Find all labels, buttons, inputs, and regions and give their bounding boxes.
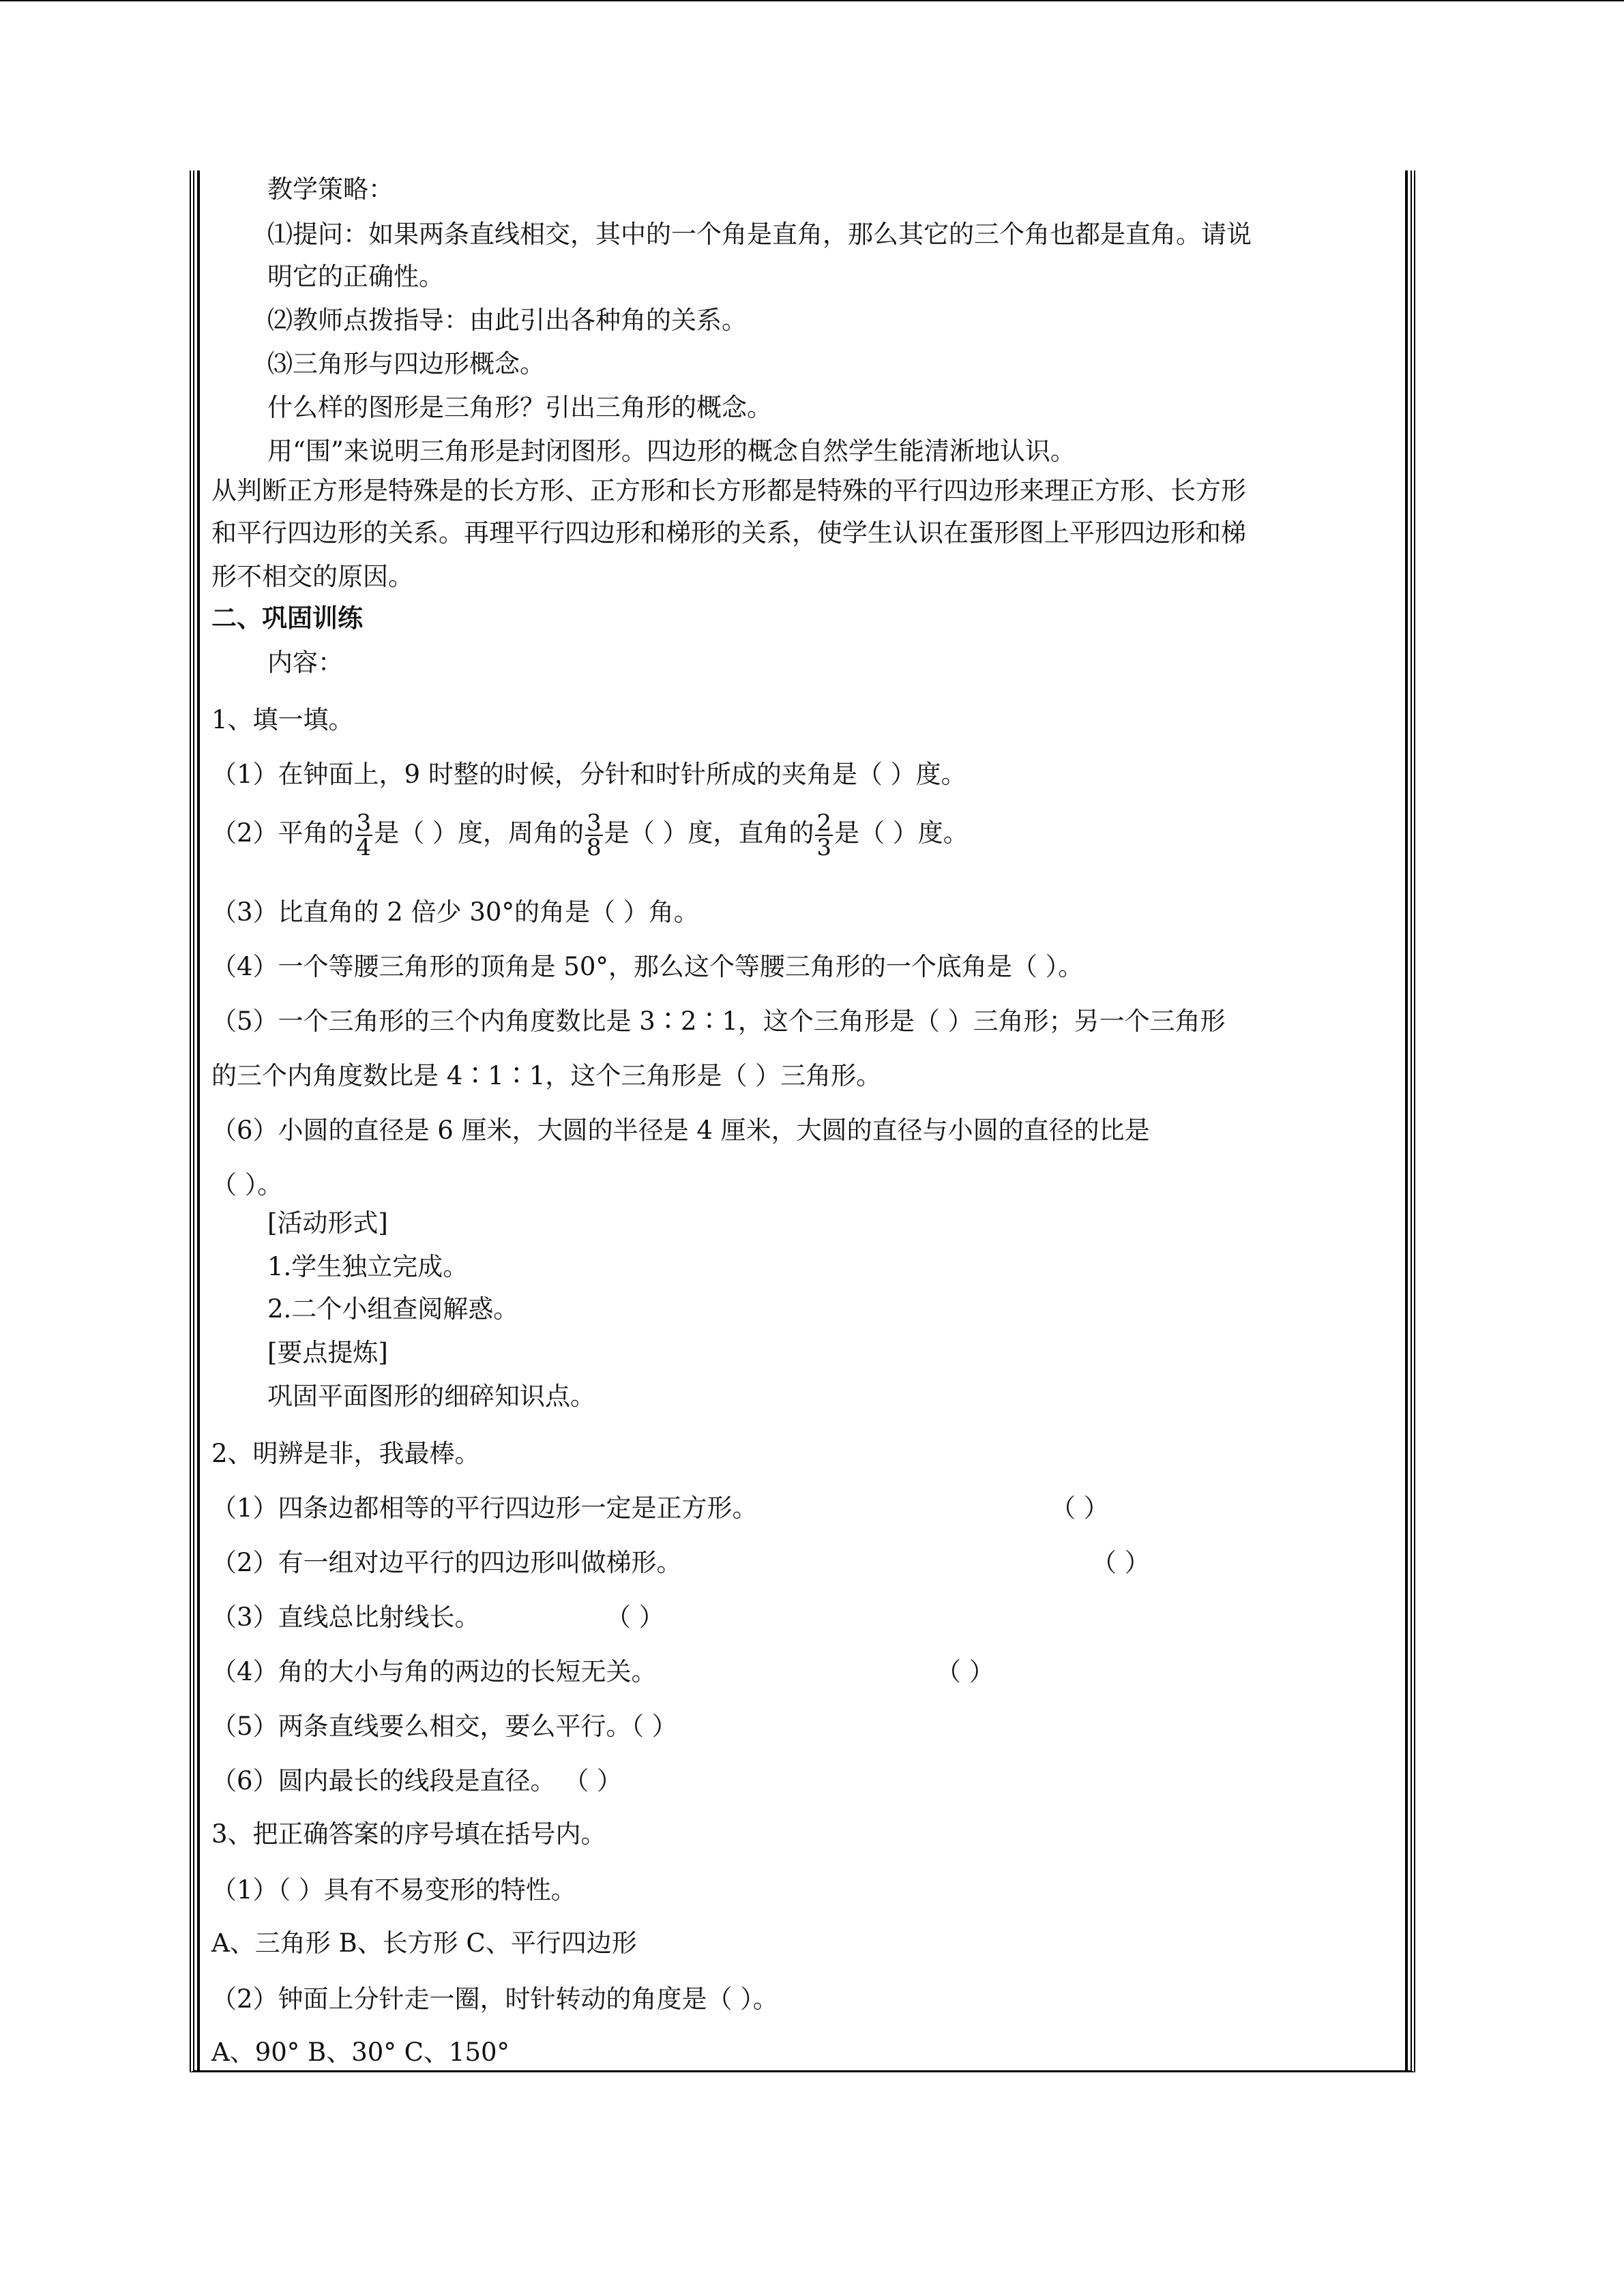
fraction-2-3-numerator: 2 [816,809,831,837]
fraction-3-8-numerator: 3 [586,809,602,837]
fill-title: 1、填一填。 [211,705,354,734]
fill-q6-line2: （ ）。 [211,1170,283,1199]
fill-q5-line2: 的三个内角度数比是 4∶1∶1，这个三角形是（ ）三角形。 [211,1061,882,1090]
judge-q1: （1）四条边都相等的平行四边形一定是正方形。 [211,1493,758,1523]
choice-q2: （2）钟面上分针走一圈，时针转动的角度是（ ）。 [211,1984,778,2014]
strategy-heading: 教学策略： [267,175,394,204]
fill-q5-line1: （5）一个三角形的三个内角度数比是 3∶2∶1，这个三角形是（ ）三角形；另一个三角形 [211,1007,1226,1036]
judge-q4-paren: （ ） [936,1657,994,1686]
judge-q2-paren: （ ） [1091,1548,1150,1577]
fill-q1: （1）在钟面上，9 时整的时候，分针和时针所成的夹角是（ ）度。 [211,760,966,789]
fill-q4: （4）一个等腰三角形的顶角是 50°，那么这个等腰三角形的一个底角是（ ）。 [211,952,1084,981]
fraction-3-8 [585,811,603,859]
strategy-p1: 什么样的图形是三角形？引出三角形的概念。 [267,393,772,422]
judge-q3: （3）直线总比射线长。 [211,1602,480,1632]
choice-q2-options: A、90° B、30° C、150° [211,2038,510,2067]
judge-q1-paren: （ ） [1050,1493,1109,1523]
activity-item-1: 1.学生独立完成。 [267,1252,469,1281]
strategy-q2: ⑵教师点拨指导：由此引出各种角的关系。 [267,305,747,335]
strategy-q3: ⑶三角形与四边形概念。 [267,349,545,378]
strategy-q1-line1: ⑴提问：如果两条直线相交，其中的一个角是直角，那么其它的三个角也都是直角。请说 [267,220,1252,249]
judge-q6: （6）圆内最长的线段是直径。 （ ） [211,1766,623,1795]
choice-q1: （1）（ ）具有不易变形的特性。 [211,1875,576,1905]
strategy-p3-line1: 从判断正方形是特殊是的长方形、正方形和长方形都是特殊的平行四边形来理正方形、长方形 [211,476,1246,505]
strategy-p2: 用“围”来说明三角形是封闭图形。四边形的概念自然学生能清淅地认识。 [267,436,1076,466]
fraction-3-4-numerator: 3 [356,809,372,837]
activity-item-2: 2.二个小组查阅解惑。 [267,1294,519,1324]
fill-q6-line1: （6）小圆的直径是 6 厘米，大圆的半径是 4 厘米，大圆的直径与小圆的直径的比是 [211,1116,1150,1145]
choice-q1-options: A、三角形 B、长方形 C、平行四边形 [211,1928,637,1958]
choice-title: 3、把正确答案的序号填在括号内。 [211,1819,606,1849]
key-points-text: 巩固平面图形的细碎知识点。 [267,1382,595,1411]
fill-q2 [211,805,969,862]
page-top-rule [0,0,1624,1]
fill-q2-pre: （2）平角的 [211,818,354,848]
strategy-p3-line2: 和平行四边形的关系。再理平行四边形和梯形的关系，使学生认识在蛋形图上平形四边形和梯 [211,518,1246,548]
fraction-3-4 [355,811,373,859]
section2-title: 二、巩固训练 [211,603,363,633]
judge-q4: （4）角的大小与角的两边的长短无关。 [211,1657,657,1686]
fraction-3-4-denominator: 4 [356,833,372,861]
fill-q2-end: 是（ ）度。 [834,818,969,848]
judge-q2: （2）有一组对边平行的四边形叫做梯形。 [211,1548,682,1577]
content-label: 内容： [267,648,343,677]
judge-q5: （5）两条直线要么相交，要么平行。（ ） [211,1712,677,1741]
key-points-label: [要点提炼] [267,1338,388,1367]
judge-q3-paren: （ ） [606,1602,664,1632]
activity-label: [活动形式] [267,1208,388,1238]
strategy-p3-line3: 形不相交的原因。 [211,562,413,591]
strategy-q1-line2: 明它的正确性。 [267,262,444,291]
fill-q2-mid2: 是（ ）度，直角的 [604,818,814,848]
fraction-3-8-denominator: 8 [586,833,602,861]
fraction-2-3 [815,811,833,859]
fraction-2-3-denominator: 3 [816,833,831,861]
fill-q2-mid1: 是（ ）度，周角的 [374,818,584,848]
fill-q3: （3）比直角的 2 倍少 30°的角是（ ）角。 [211,897,699,927]
judge-title: 2、明辨是非，我最棒。 [211,1439,480,1468]
